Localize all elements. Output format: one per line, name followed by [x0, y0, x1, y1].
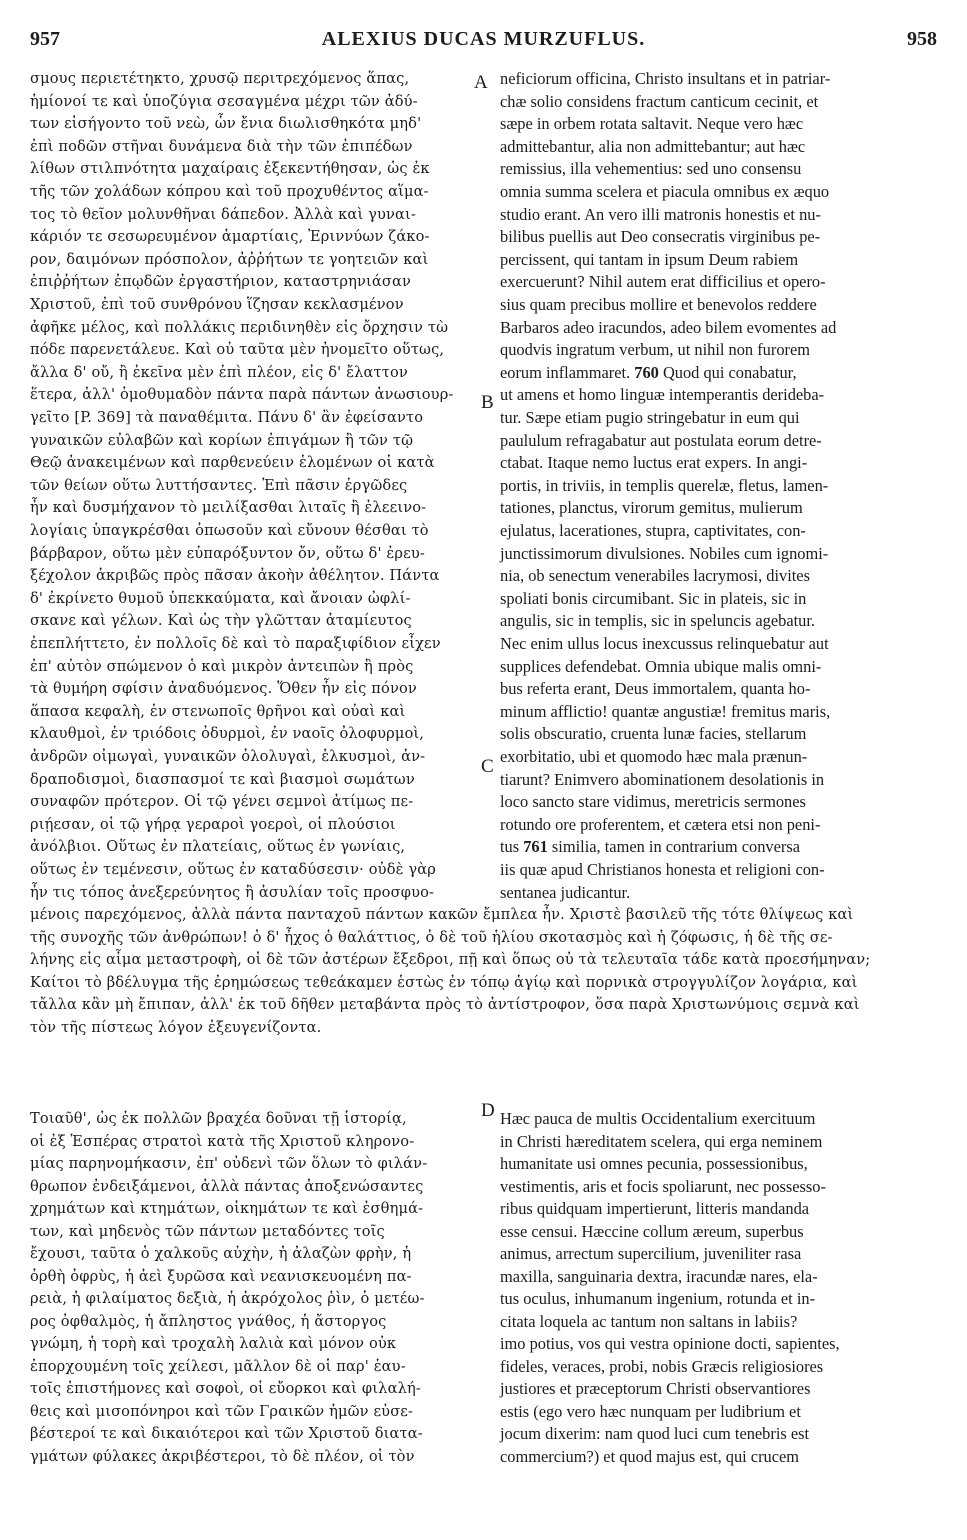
text-line: ἐπ' αὐτὸν σπώμενον ὁ καὶ μικρὸν ἀντειπὼν ἢ πρὸς: [30, 657, 414, 675]
text-line: λήνης εἰς αἷμα μεταστροφὴ, οἱ δὲ τῶν ἀστέρων ἔξεδροι, πῇ καὶ ὅπως οὐ τὰ τελευταῖα τάδε κατὰ προεσήμηναν;: [30, 951, 871, 969]
text-line: τὸν τῆς πίστεως λόγον ἐξευγενίζοντα.: [30, 1019, 322, 1036]
text-line: ctabat. Itaque nemo luctus erat expers. In angi-: [500, 453, 808, 473]
text-line: σμους περιετέτηκτο, χρυσῷ περιτρεχόμενος ἅπας,: [30, 70, 410, 87]
text-line: bus referta erant, Deus immortalem, quanta ho-: [500, 679, 811, 699]
text-line: ἀνδρῶν οἰμωγαὶ, γυναικῶν ὀλολυγαὶ, ἑλκυσμοὶ, ἀν-: [30, 748, 426, 765]
text-line: tiarunt? Enimvero abominationem desolationis in: [500, 769, 825, 789]
text-line: μένοις παρεχόμενος, ἀλλὰ πάντα πανταχοῦ πάντων κακῶν ἔμπλεα ἦν. Χριστὲ βασιλεῦ τῆς τότε θλίψεως καὶ: [30, 906, 854, 923]
text-line: omnia summa scelera et piacula omnibus ex æquo: [500, 182, 830, 201]
margin-marker-b: B: [481, 392, 494, 413]
text-line: ἦν τις τόπος ἀνεξερεύνητος ἢ ἀσυλίαν τοῖς προσφυο-: [30, 883, 435, 901]
text-line: γνώμη, ἡ τορὴ καὶ τροχαλὴ λαλιὰ καὶ μόνον οὐκ: [30, 1335, 397, 1352]
running-header: [30, 28, 937, 58]
text-line: studio erant. An vero illi matronis honestis et nu-: [500, 204, 821, 224]
text-line: ἐπεπλήττετο, ἐν πολλοῖς δὲ καὶ τὸ παραξιφίδιον εἶχεν: [30, 635, 441, 652]
column-number: 761: [523, 837, 548, 857]
text-line: percissent, qui tantam in ipsum Deum rabiem: [500, 249, 799, 269]
text-line: fideles, veraces, probi, nobis Græcis religiosiores: [500, 1356, 824, 1376]
text-line: βάρβαρον, οὕτω μὲν εὐπαρόξυντον ὄν, οὕτω δ' ἐρευ-: [30, 544, 425, 562]
text-line: τος τὸ θεῖον μολυνθῆναι δάπεδον. Ἀλλὰ καὶ γυναι-: [30, 205, 416, 223]
text-line: Barbaros adeo iracundos, adeo bilem evomentes ad: [500, 317, 837, 337]
text-line: maxilla, sanguinaria dextra, iracundæ nares, ela-: [500, 1266, 818, 1286]
running-title: ALEXIUS DUCAS MURZUFLUS.: [321, 28, 646, 50]
text-line: δραποδισμοὶ, διασπασμοί τε καὶ βιασμοὶ σωμάτων: [30, 770, 415, 788]
text-line: paululum refragabatur aut postulata eorum detre-: [500, 430, 822, 450]
text-line: ἀφῆκε μέλος, καὶ πολλάκις περιδινηθὲν εἰς ὄρχησιν τὼ: [30, 318, 449, 336]
text-line: nia, ob senectum venerabiles lacrymosi, divites: [500, 566, 810, 586]
text-line: γυναικῶν εὐλαβῶν καὶ κορίων ἐπιγάμων ἢ τῶν τῷ: [30, 431, 414, 449]
text-line: sentanea judicantur.: [500, 882, 631, 902]
text-line: citata loquela ac tantum non saltans in labiis?: [500, 1311, 798, 1331]
text-line: ut amens et homo linguæ intemperantis derideba-: [500, 385, 825, 405]
text-line: remissius, illa vehementius: sed uno consensu: [500, 159, 802, 179]
text-line: θρωπον ἐνδειξάμενοι, ἀλλὰ πάντας ἀποξενώσαντες: [30, 1177, 424, 1195]
margin-marker-c: C: [481, 756, 494, 777]
text-line: ρος ὀφθαλμὸς, ἡ ἄπληστος γνάθος, ἡ ἄστοργος: [30, 1312, 387, 1330]
text-line: κάριόν τε σεσωρευμένον ἁμαρτίαις, Ἐριννύων ζάκο-: [30, 228, 430, 246]
text-line: Καίτοι τὸ βδέλυγμα τῆς ἐρημώσεως τεθεάκαμεν ἑστὼς ἐν τόπῳ ἁγίῳ καὶ πορνικὰ στρογγυλίζον λογάρια, καὶ: [30, 973, 858, 991]
text-line: exorbitatio, ubi et quomodo hæc mala prænun-: [500, 747, 808, 766]
text-line: ριῄεσαν, οἱ τῷ γήρᾳ γεραροὶ γοεροὶ, οἱ πλούσιοι: [30, 815, 396, 833]
text-line: humanitate usi omnes pecunia, possessionibus,: [500, 1154, 808, 1173]
text-line: ἐπορχουμένη τοῖς χείλεσι, μᾶλλον δὲ οἱ παρ' ἑαυ-: [30, 1357, 406, 1375]
text-line: τῶν θείων οὕτω λυττήσαντες. Ἐπὶ πᾶσιν ἐργῶδες: [30, 476, 408, 494]
text-line: ἦν καὶ δυσμήχανον τὸ μειλίξασθαι λιταῖς ἢ ἐλεεινο-: [30, 499, 427, 517]
text-line: supplices defendebat. Omnia ubique malis omni-: [500, 656, 822, 676]
text-line: ρον, δαιμόνων πρόσπολον, ἀῤῥήτων τε γοητειῶν καὶ: [30, 250, 429, 268]
text-line: rotundo ore proferentem, et cætera etsi non peni-: [500, 814, 821, 834]
text-line: τοῖς ἐπιστήμονες καὶ σοφοὶ, οἱ εὔορκοι καὶ φιλαλή-: [30, 1380, 421, 1397]
margin-marker-a: A: [474, 72, 488, 93]
text-line: ἔχουσι, ταῦτα ὁ χαλκοῦς αὐχὴν, ἡ ἀλαζὼν φρὴν, ἡ: [30, 1245, 412, 1262]
text-line: junctissimorum divulsiones. Nobiles cum ignomi-: [500, 543, 829, 563]
text-line: τἄλλα κἂν μὴ ἔπιπαν, ἀλλ' ἐκ τοῦ δῆθεν μεταβάντα πρὸς τὸ ἀντίστροφον, ὅσα παρὰ Χριστωνύμοις σεμνὰ καὶ: [30, 996, 860, 1014]
text-line: chæ solio considens fractum canticum cecinit, et: [500, 91, 819, 111]
text-line: γεῖτο [P. 369] τὰ παναθέμιτα. Πάνυ δ' ἂν ἐφείσαντο: [30, 409, 424, 426]
text-line: iis quæ apud Christianos honesta et religioni con-: [500, 860, 825, 879]
text-line: μίας παρηνομήκασιν, ἐπ' οὐδενὶ τῶν ὅλων τὸ φιλάν-: [30, 1155, 428, 1172]
text-line: admittebantur, alia non admittebantur; aut hæc: [500, 136, 806, 156]
text-line: τῆς συνοχῆς τῶν ἀνθρώπων! ὁ δ' ἦχος ὁ θαλάττιος, ὁ δὲ τοῦ ἡλίου σκοτασμὸς καὶ ἡ ζόφωσις, ἡ δὲ τῆς σε-: [30, 928, 833, 946]
text-line: justiores et præceptorum Christi observantiores: [500, 1379, 811, 1398]
text-line: tus oculus, inhumanum ingenium, rotunda et in-: [500, 1289, 816, 1308]
text-line: δ' ἐκρίνετο θυμοῦ ὑπεκκαύματα, καὶ ἄνοιαν ὠφλί-: [30, 589, 411, 607]
text-line: bilibus puellis aut Deo consecratis virginibus pe-: [500, 227, 821, 247]
text-line: ejulatus, lacerationes, stupra, captivitates, con-: [500, 521, 806, 540]
text-line: estis (ego vero hæc nunquam per ludibrium et: [500, 1401, 801, 1421]
text-line: σκανε καὶ γέλων. Καὶ ὡς τὴν γλῶτταν ἀταμίευτος: [30, 612, 412, 630]
text-line: οὕτως ἐν τεμένεσιν, οὕτως ἐν καταδύσεσιν· οὐδὲ γὰρ: [30, 861, 437, 878]
text-line: λίθων στιλπνότητα μαχαίραις ἐξεκεντήθησαν, ὡς ἐκ: [30, 160, 430, 178]
text-line: spoliati bonis circumibant. Sic in plateis, sic in: [500, 588, 807, 608]
text-line: τῆς τῶν χολάδων κόπρου καὶ τοῦ προχυθέντος αἵμα-: [30, 183, 429, 200]
text-line: οἱ ἐξ Ἑσπέρας στρατοὶ κατὰ τῆς Χριστοῦ κληρονο-: [30, 1132, 415, 1150]
text-line: ξέχολον ἀκριβῶς πρὸς πᾶσαν ἀκοὴν ἀθέλητον. Πάντα: [30, 567, 440, 585]
text-line: Χριστοῦ, ἐπὶ τοῦ συνθρόνου ἵζησαν κεκλασμένον: [30, 296, 404, 313]
text-line: ἐπὶ ποδῶν στῆναι δυνάμενα διὰ τὴν τῶν ἐπιπέδων: [30, 137, 413, 155]
text-line: Τοιαῦθ', ὡς ἐκ πολλῶν βραχέα δοῦναι τῇ ἱστορίᾳ,: [30, 1110, 407, 1127]
text-line: πόδε παρενετάλευε. Καὶ οὐ ταῦτα μὲν ἠνομεῖτο οὕτως,: [30, 341, 445, 359]
text-line: θεις καὶ μισοπόνηροι καὶ τῶν Γραικῶν ἡμῶν εὐσε-: [30, 1402, 414, 1420]
text-line: τὰ θυμήρη σφίσιν ἀναδυόμενος. Ὅθεν ἦν εἰς πόνον: [30, 680, 417, 698]
text-line: tur. Sæpe etiam pugio stringebatur in eum qui: [500, 408, 800, 427]
text-line: neficiorum officina, Christo insultans et in patriar-: [500, 69, 831, 88]
text-line: tus 761 similia, tamen in contrarium conversa: [500, 837, 800, 857]
margin-marker-d: D: [481, 1100, 495, 1121]
text-line: των, καὶ μηδενὸς τῶν πάντων μεταδόντες τοῖς: [30, 1222, 385, 1240]
text-line: γμάτων φύλακες ἀκριβέστεροι, τὸ δὲ πλέον, οἱ τὸν: [30, 1447, 415, 1465]
text-line: ρειὰ, ἡ φιλαίματος δεξιὰ, ἡ ἀκρόχολος ῥὶν, ὁ μετέω-: [30, 1290, 425, 1307]
page-number-right: 958: [907, 28, 937, 50]
text-line: ἕτερα, ἀλλ' ὁμοθυμαδὸν πάντα παρὰ πάντων ἀνωσιουρ-: [30, 386, 454, 404]
text-line: λογίαις ὑπαγκρέσθαι ὁπωσοῦν καὶ εὔνουν θέσθαι τὸ: [30, 522, 429, 539]
text-line: jocum dixerim: nam quod luci cum tenebris est: [500, 1424, 810, 1443]
text-line: των εἰσήγοντο τοῦ νεὼ, ὧν ἔνια διωλισθηκότα μηδ': [30, 115, 422, 133]
page-number-left: 957: [30, 28, 60, 50]
column-number: 760: [634, 362, 659, 382]
text-line: sæpe in orbem rotata saltavit. Neque vero hæc: [500, 114, 804, 134]
text-line: βέστεροί τε καὶ δικαιότεροι καὶ τῶν Χριστοῦ διατα-: [30, 1425, 423, 1442]
text-line: exercuerunt? Nihil autem erat difficilius et opero-: [500, 272, 826, 292]
text-line: χρημάτων καὶ κτημάτων, οἰκημάτων τε καὶ ἐσθημά-: [30, 1200, 424, 1217]
text-line: angulis, sic in templis, sic in speluncis agebatur.: [500, 611, 816, 631]
text-line: κλαυθμοὶ, ἐν τριόδοις ὀδυρμοὶ, ἐν ναοῖς ὀλοφυρμοὶ,: [30, 725, 425, 743]
text-line: ἀνόλβιοι. Οὕτως ἐν πλατείαις, οὕτως ἐν γωνίαις,: [30, 838, 406, 856]
text-line: vestimentis, aris et focis spoliarunt, nec possesso-: [500, 1176, 826, 1196]
text-line: συναφῶν πρότερον. Οἱ τῷ γένει σεμνοὶ ἀτίμως πε-: [30, 793, 414, 811]
text-line: ἄλλα δ' οὔ, ἢ ἐκεῖνα μὲν ἐπὶ πλέον, εἰς δ' ἔλαττον: [30, 363, 408, 381]
text-line: minum afflictio! quantæ angustiæ! fremitus maris,: [500, 701, 831, 721]
text-line: ἐπιῤῥήτων ἐπῳδῶν ἐργαστήριον, καταστρηνιάσαν: [30, 273, 412, 291]
text-line: Nec enim ullus locus inexcussus relinquebatur aut: [500, 634, 829, 653]
text-line: imo potius, vos qui vestra opinione docti, sapientes,: [500, 1334, 840, 1353]
text-line: eorum inflammaret. 760 Quod qui conabatur,: [500, 362, 797, 382]
text-line: commercium?) et quod majus est, qui crucem: [500, 1446, 800, 1466]
text-line: quodvis ingratum verbum, ut nihil non furorem: [500, 340, 811, 360]
text-line: animus, arrectum supercilium, juveniliter rasa: [500, 1244, 802, 1263]
text-line: Θεῷ ἀνακειμένων καὶ παρθενεύειν ἑλομένων οἱ κατὰ: [30, 454, 435, 472]
text-line: in Christi hæreditatem scelera, qui erga neminem: [500, 1131, 823, 1151]
text-line: ἅπασα κεφαλὴ, ἐν στενωποῖς θρῆνοι καὶ οὐαὶ καὶ: [30, 702, 406, 720]
text-line: ἡμίονοί τε καὶ ὑποζύγια σεσαγμένα μέχρι τῶν ἀδύ-: [30, 92, 418, 110]
text-line: tationes, planctus, virorum gemitus, mulierum: [500, 498, 803, 518]
text-line: esse censui. Hæccine collum æreum, superbus: [500, 1221, 804, 1241]
text-line: Hæc pauca de multis Occidentalium exercituum: [500, 1109, 816, 1128]
text-line: loco sancto stare vidimus, meretricis sermones: [500, 792, 806, 812]
text-line: portis, in triviis, in templis querelæ, fletus, lamen-: [500, 475, 829, 495]
text-line: ὀρθὴ ὀφρὺς, ἡ ἀεὶ ξυρῶσα καὶ νεανισκευομένη πα-: [30, 1267, 412, 1285]
text-line: solis obscuratio, cruenta lunæ facies, stellarum: [500, 724, 807, 744]
text-line: ribus quidquam impertierunt, litteris mandanda: [500, 1199, 810, 1218]
text-line: sius quam precibus mollire et benevolos reddere: [500, 295, 817, 314]
